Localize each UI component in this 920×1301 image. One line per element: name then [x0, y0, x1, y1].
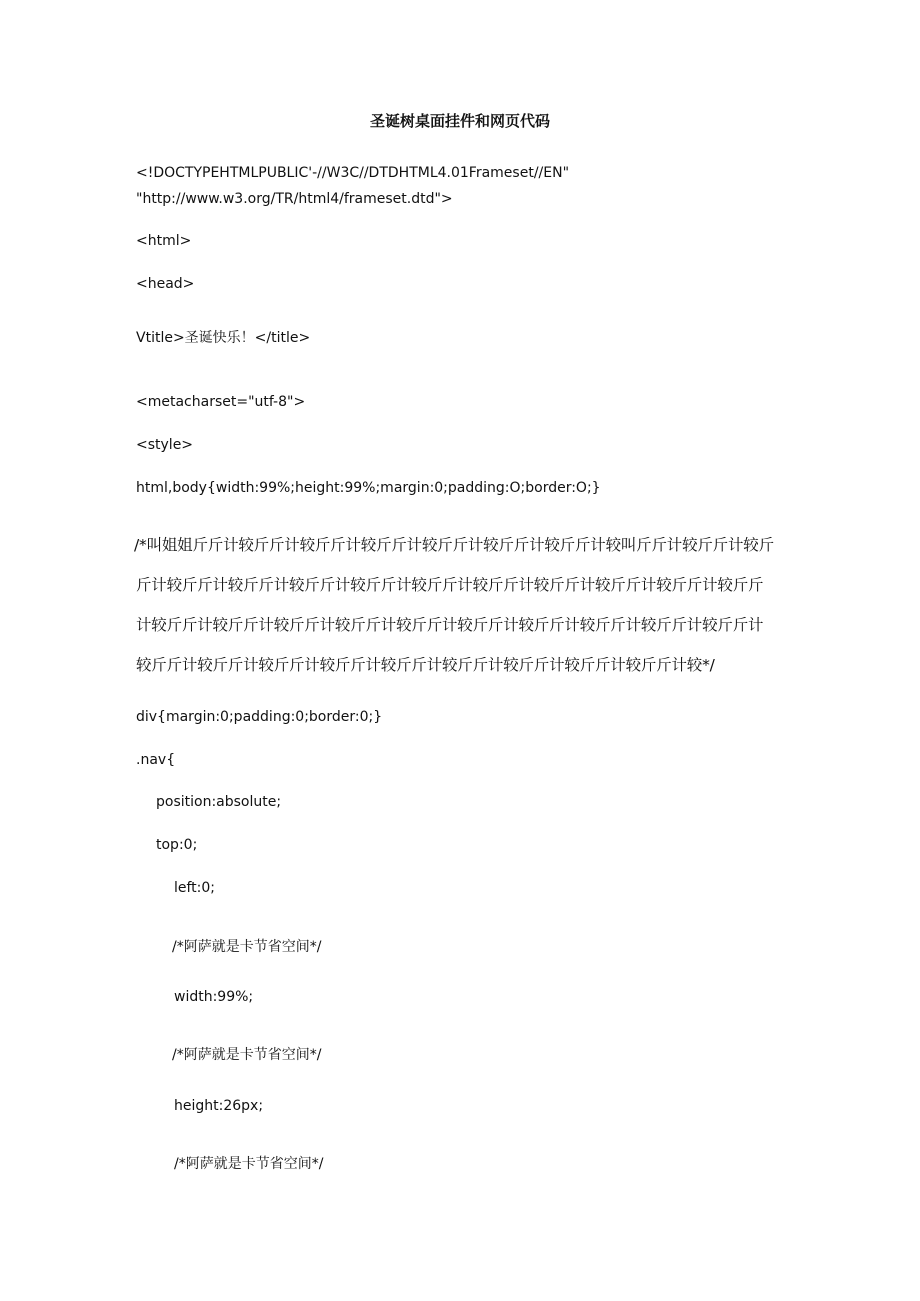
code-line: position:absolute; [156, 794, 282, 810]
code-comment-line: 计较斤斤计较斤斤计较斤斤计较斤斤计较斤斤计较斤斤计较斤斤计较斤斤计较斤斤计较斤斤计 [136, 616, 764, 634]
code-comment-line: 较斤斤计较斤斤计较斤斤计较斤斤计较斤斤计较斤斤计较斤斤计较斤斤计较斤斤计较*/ [136, 656, 715, 674]
code-line: div{margin:0;padding:0;border:0;} [136, 709, 383, 725]
code-line: /*阿萨就是卡节省空间*/ [174, 1156, 324, 1172]
code-line: /*阿萨就是卡节省空间*/ [172, 939, 322, 955]
code-line: <!DOCTYPEHTMLPUBLIC'-//W3C//DTDHTML4.01Frameset//EN" [136, 165, 570, 181]
code-comment-line: 斤计较斤斤计较斤斤计较斤斤计较斤斤计较斤斤计较斤斤计较斤斤计较斤斤计较斤斤计较斤斤 [136, 576, 764, 594]
code-line: top:0; [156, 837, 198, 853]
code-line: width:99%; [174, 989, 254, 1005]
code-line: Vtitle>圣诞快乐！</title> [136, 330, 311, 346]
code-comment-line: /*叫姐姐斤斤计较斤斤计较斤斤计较斤斤计较斤斤计较斤斤计较斤斤计较叫斤斤计较斤斤计较斤 [134, 536, 774, 554]
code-line: "http://www.w3.org/TR/html4/frameset.dtd"> [136, 191, 453, 207]
code-line: html,body{width:99%;height:99%;margin:0;padding:O;border:O;} [136, 480, 601, 496]
document-title: 圣诞树桌面挂件和网页代码 [369, 112, 550, 130]
code-line: <html> [136, 233, 192, 249]
code-line: <metacharset="utf-8"> [136, 394, 306, 410]
code-line: <head> [136, 276, 195, 292]
code-line: left:0; [174, 880, 216, 896]
code-line: height:26px; [174, 1098, 264, 1114]
code-line: .nav{ [136, 752, 176, 768]
code-line: /*阿萨就是卡节省空间*/ [172, 1047, 322, 1063]
code-line: <style> [136, 437, 194, 453]
